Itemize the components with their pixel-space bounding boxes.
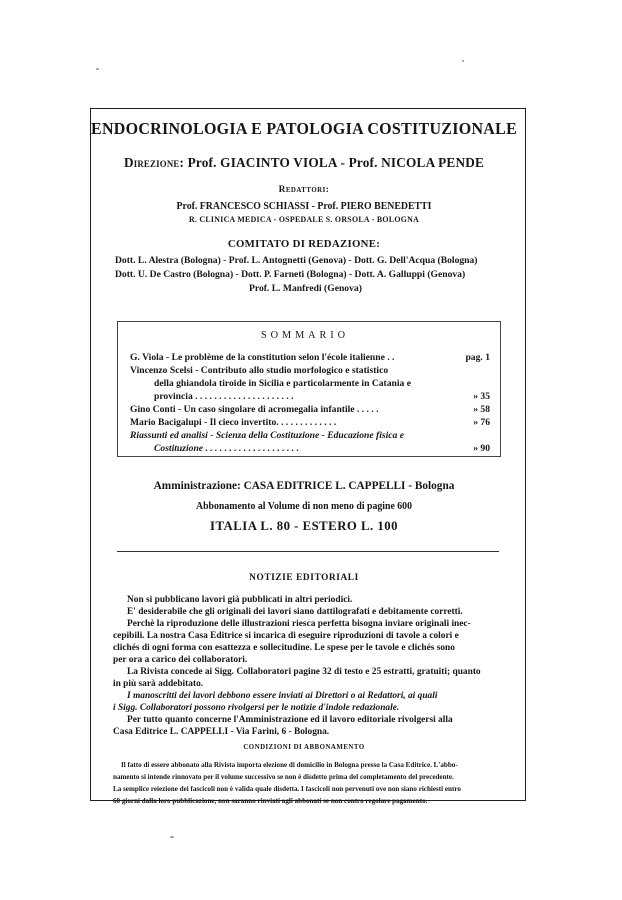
redattori-affiliation: R. CLINICA MEDICA - OSPEDALE S. ORSOLA - BOLOGNA [188, 215, 420, 224]
notizie-line-5: clichés di ogni forma con esattezza e sollecitudine. Le spese per le tavole e clichés sono [113, 643, 455, 653]
paper-speck [462, 60, 464, 62]
direzione-label: Direzione: [123, 155, 185, 170]
notizie-line-11: Per tutto quanto concerne l'Amministrazione ed il lavoro editoriale rivolgersi alla [127, 715, 453, 725]
notizie-line-1: Non si pubblicano lavori già pubblicati in altri periodici. [127, 595, 353, 605]
journal-title: ENDOCRINOLOGIA E PATOLOGIA COSTITUZIONALE [91, 119, 518, 138]
notizie-line-7: La Rivista concede ai Sigg. Collaboratori pagine 32 di testo e 25 estratti, gratuiti; quanto [127, 667, 481, 677]
toc-page-riassunti: » 90 [473, 443, 490, 454]
abbonamento-line: Abbonamento al Volume di non meno di pagine 600 [195, 501, 413, 512]
toc-entry-bacigalupi: Mario Bacigalupi - Il cieco invertito. . . . . . . . . . . . . [130, 417, 337, 428]
toc-page-bacigalupi: » 76 [473, 417, 490, 428]
toc-entry-scelsi-line-3: provincia . . . . . . . . . . . . . . . . . . . . . [154, 391, 294, 402]
toc-entry-viola: G. Viola - Le problème de la constitution selon l'école italienne . . [130, 352, 395, 363]
condizioni-line-3: La semplice reiezione dei fascicoli non è valida quale disdetta. I fascicoli non pervenuti ove non siano richiesti entro [113, 785, 461, 793]
redattori-names: Prof. FRANCESCO SCHIASSI - Prof. PIERO BENEDETTI [176, 201, 432, 212]
toc-entry-riassunti-line-2: Costituzione . . . . . . . . . . . . . . . . . . . . [154, 443, 299, 454]
page-border-frame [90, 108, 526, 805]
notizie-line-12: Casa Editrice L. CAPPELLI - Via Farini, 6 - Bologna. [113, 727, 330, 737]
notizie-heading: NOTIZIE EDITORIALI [249, 573, 359, 583]
toc-page-viola: pag. 1 [465, 352, 490, 363]
direzione-line [91, 155, 517, 171]
condizioni-line-1: Il fatto di essere abbonato alla Rivista importa elezione di domicilio in Bologna presso la Casa Editrice. L'abbo- [121, 761, 458, 769]
comitato-line-2: Dott. U. De Castro (Bologna) - Dott. P. Farneti (Bologna) - Dott. A. Galluppi (Genova) [115, 269, 466, 280]
notizie-line-9: I manoscritti dei lavori debbono essere inviati ai Direttori o ai Redattori, ai quali [127, 691, 438, 701]
toc-entry-scelsi: Vincenzo Scelsi - Contributo allo studio morfologico e statistico [130, 365, 389, 376]
condizioni-line-4: 60 giorni dalla loro pubblicazione, non saranno rinviati agli abbonati se non contro regolare pagamento. [113, 797, 428, 805]
toc-entry-scelsi-line-2: della ghiandola tiroide in Sicilia e particolarmente in Catania e [154, 378, 411, 389]
condizioni-heading: CONDIZIONI DI ABBONAMENTO [243, 743, 365, 751]
comitato-line-3: Prof. L. Manfredi (Genova) [249, 283, 362, 294]
notizie-line-4: cepibili. La nostra Casa Editrice si incarica di eseguire riproduzioni di tavole a colori e [113, 631, 459, 641]
comitato-line-1: Dott. L. Alestra (Bologna) - Prof. L. Antognetti (Genova) - Dott. G. Dell'Acqua (Bologna) [115, 255, 478, 266]
notizie-line-2: E' desiderabile che gli originali dei lavori siano dattilografati e debitamente corretti. [127, 607, 463, 617]
sommario-heading: SOMMARIO [261, 330, 349, 341]
condizioni-line-2: namento si intende rinnovato per il volume successivo se non è disdetto prima del completamento del precedente. [113, 773, 454, 781]
notizie-line-6: per ora a carico dei collaboratori. [113, 655, 248, 665]
toc-entry-riassunti: Riassunti ed analisi - Scienza della Costituzione - Educazione fisica e [130, 430, 404, 441]
notizie-line-8: in più sarà addebitato. [113, 679, 204, 689]
sommario-box [117, 321, 501, 457]
direzione-names: Prof. GIACINTO VIOLA - Prof. NICOLA PENDE [187, 155, 485, 170]
prezzi-line: ITALIA L. 80 - ESTERO L. 100 [210, 518, 398, 533]
paper-speck [96, 68, 99, 70]
toc-entry-conti: Gino Conti - Un caso singolare di acromegalia infantile . . . . . [130, 404, 379, 415]
toc-page-conti: » 58 [473, 404, 490, 415]
toc-page-scelsi: » 35 [473, 391, 490, 402]
section-divider [117, 551, 499, 552]
notizie-line-10: i Sigg. Collaboratori possono rivolgersi per le notizie d'indole redazionale. [113, 703, 400, 713]
amministrazione-line: Amministrazione: CASA EDITRICE L. CAPPELLI - Bologna [153, 480, 455, 492]
comitato-heading: COMITATO DI REDAZIONE: [227, 238, 381, 250]
paper-speck [170, 836, 174, 838]
notizie-line-3: Perchè la riproduzione delle illustrazioni riesca perfetta bisogna inviare originali inec- [127, 619, 471, 629]
redattori-heading: Redattori: [278, 185, 330, 195]
